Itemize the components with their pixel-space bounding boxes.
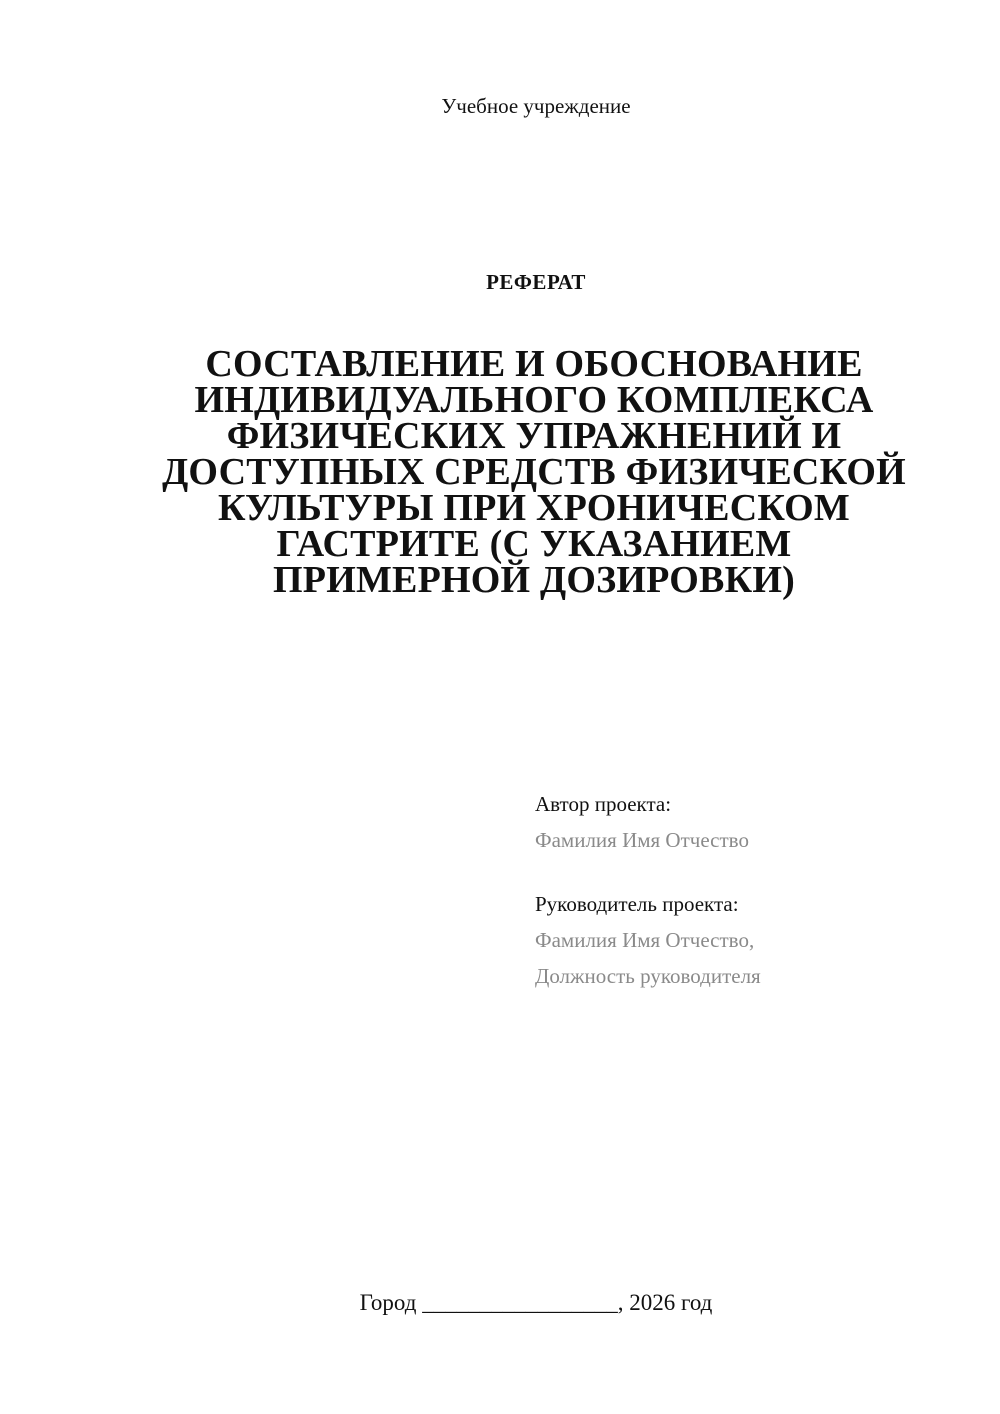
title-line: ПРИМЕРНОЙ ДОЗИРОВКИ)	[273, 559, 795, 601]
title-line: ФИЗИЧЕСКИХ УПРАЖНЕНИЙ И	[226, 415, 842, 457]
author-label: Автор проекта:	[535, 792, 672, 816]
city-year-line: Город _________________, 2026 год	[359, 1290, 713, 1315]
title-line: СОСТАВЛЕНИЕ И ОБОСНОВАНИЕ	[205, 343, 863, 385]
credits-block	[535, 786, 975, 994]
title-line: ИНДИВИДУАЛЬНОГО КОМПЛЕКСА	[194, 379, 874, 421]
document-type-label: РЕФЕРАТ	[486, 270, 586, 294]
supervisor-label: Руководитель проекта:	[535, 892, 739, 916]
author-name: Фамилия Имя Отчество	[535, 828, 749, 852]
title-line: ДОСТУПНЫХ СРЕДСТВ ФИЗИЧЕСКОЙ	[162, 451, 906, 493]
supervisor-position: Должность руководителя	[535, 964, 761, 988]
document-title	[130, 343, 938, 601]
institution-name: Учебное учреждение	[441, 94, 631, 118]
supervisor-name: Фамилия Имя Отчество,	[535, 928, 755, 952]
title-line: ГАСТРИТЕ (С УКАЗАНИЕМ	[276, 523, 792, 565]
credits-spacer	[535, 858, 975, 886]
title-line: КУЛЬТУРЫ ПРИ ХРОНИЧЕСКОМ	[218, 487, 850, 529]
